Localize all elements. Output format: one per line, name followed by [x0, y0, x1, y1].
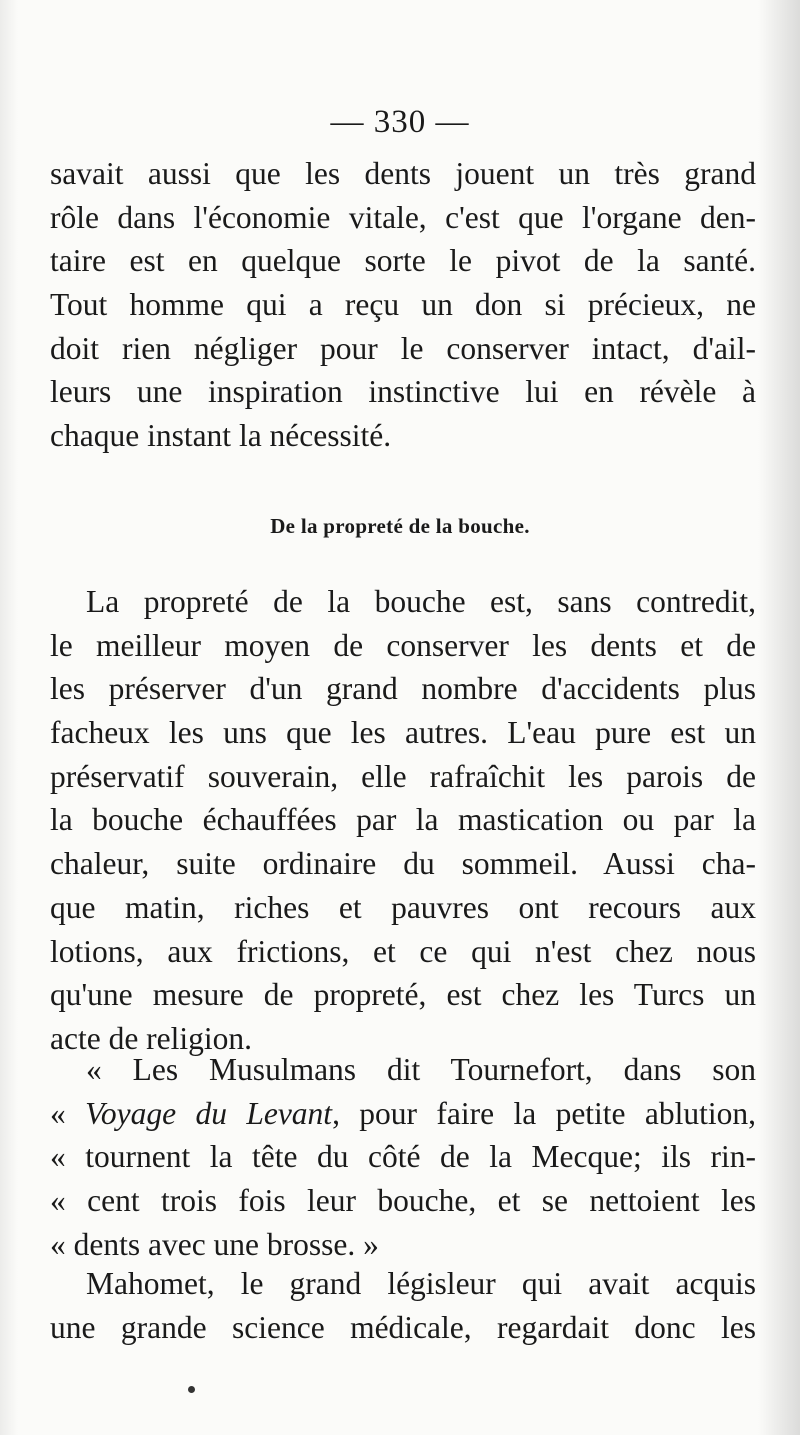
text-line: doit rien négliger pour le conserver intact, d'ail-: [50, 330, 756, 366]
quote-line: « tournent la tête du côté de la Mecque; ils rin-: [50, 1139, 756, 1175]
paragraph-mahomet: [50, 1262, 756, 1349]
scan-shadow-right: [758, 0, 800, 1435]
text-line: taire est en quelque sorte le pivot de la santé.: [50, 243, 756, 279]
text-line: leurs une inspiration instinctive lui en révèle à: [50, 374, 756, 410]
scan-shadow-left: [0, 0, 18, 1435]
book-title: Voyage du Levant: [85, 1095, 333, 1131]
text-line: facheux les uns que les autres. L'eau pure est un: [50, 715, 756, 751]
text-line: qu'une mesure de propreté, est chez les Turcs un: [50, 977, 756, 1013]
text-line: chaque instant la nécessité.: [50, 418, 392, 454]
text-line: la bouche échauffées par la mastication ou par la: [50, 802, 756, 838]
quote-line: « dents avec une brosse. »: [50, 1226, 379, 1262]
text-line: Tout homme qui a reçu un don si précieux, ne: [50, 287, 756, 323]
ink-speck: [188, 1386, 195, 1393]
text-line: chaleur, suite ordinaire du sommeil. Aussi cha-: [50, 846, 756, 882]
section-heading: De la propreté de la bouche.: [270, 514, 530, 538]
text-line: les préserver d'un grand nombre d'accidents plus: [50, 671, 756, 707]
quote-line: « cent trois fois leur bouche, et se nettoient les: [50, 1183, 756, 1219]
text-line: acte de religion.: [50, 1020, 253, 1056]
text-line: savait aussi que les dents jouent un très grand: [50, 156, 756, 191]
quote-mark: «: [50, 1095, 86, 1131]
text-line: préservatif souverain, elle rafraîchit les parois de: [50, 758, 756, 794]
text-line: Mahomet, le grand législeur qui avait acquis: [86, 1266, 756, 1301]
text-line: une grande science médicale, regardait donc les: [50, 1309, 756, 1345]
quote-text: , pour faire la petite ablution,: [332, 1095, 757, 1131]
quote-line: [50, 1092, 756, 1136]
text-line: La propreté de la bouche est, sans contredit,: [86, 584, 756, 619]
quote-line: « Les Musulmans dit Tournefort, dans son: [86, 1052, 756, 1087]
text-line: lotions, aux frictions, et ce qui n'est chez nous: [50, 933, 756, 969]
text-line: rôle dans l'économie vitale, c'est que l'organe den-: [50, 199, 756, 235]
paragraph-continued: [50, 152, 756, 458]
paragraph-cleanliness: [50, 580, 756, 1061]
text-line: que matin, riches et pauvres ont recours aux: [50, 889, 756, 925]
text-line: le meilleur moyen de conserver les dents et de: [50, 627, 756, 663]
quotation-tournefort: [50, 1048, 756, 1266]
page-number: — 330 —: [330, 104, 470, 140]
